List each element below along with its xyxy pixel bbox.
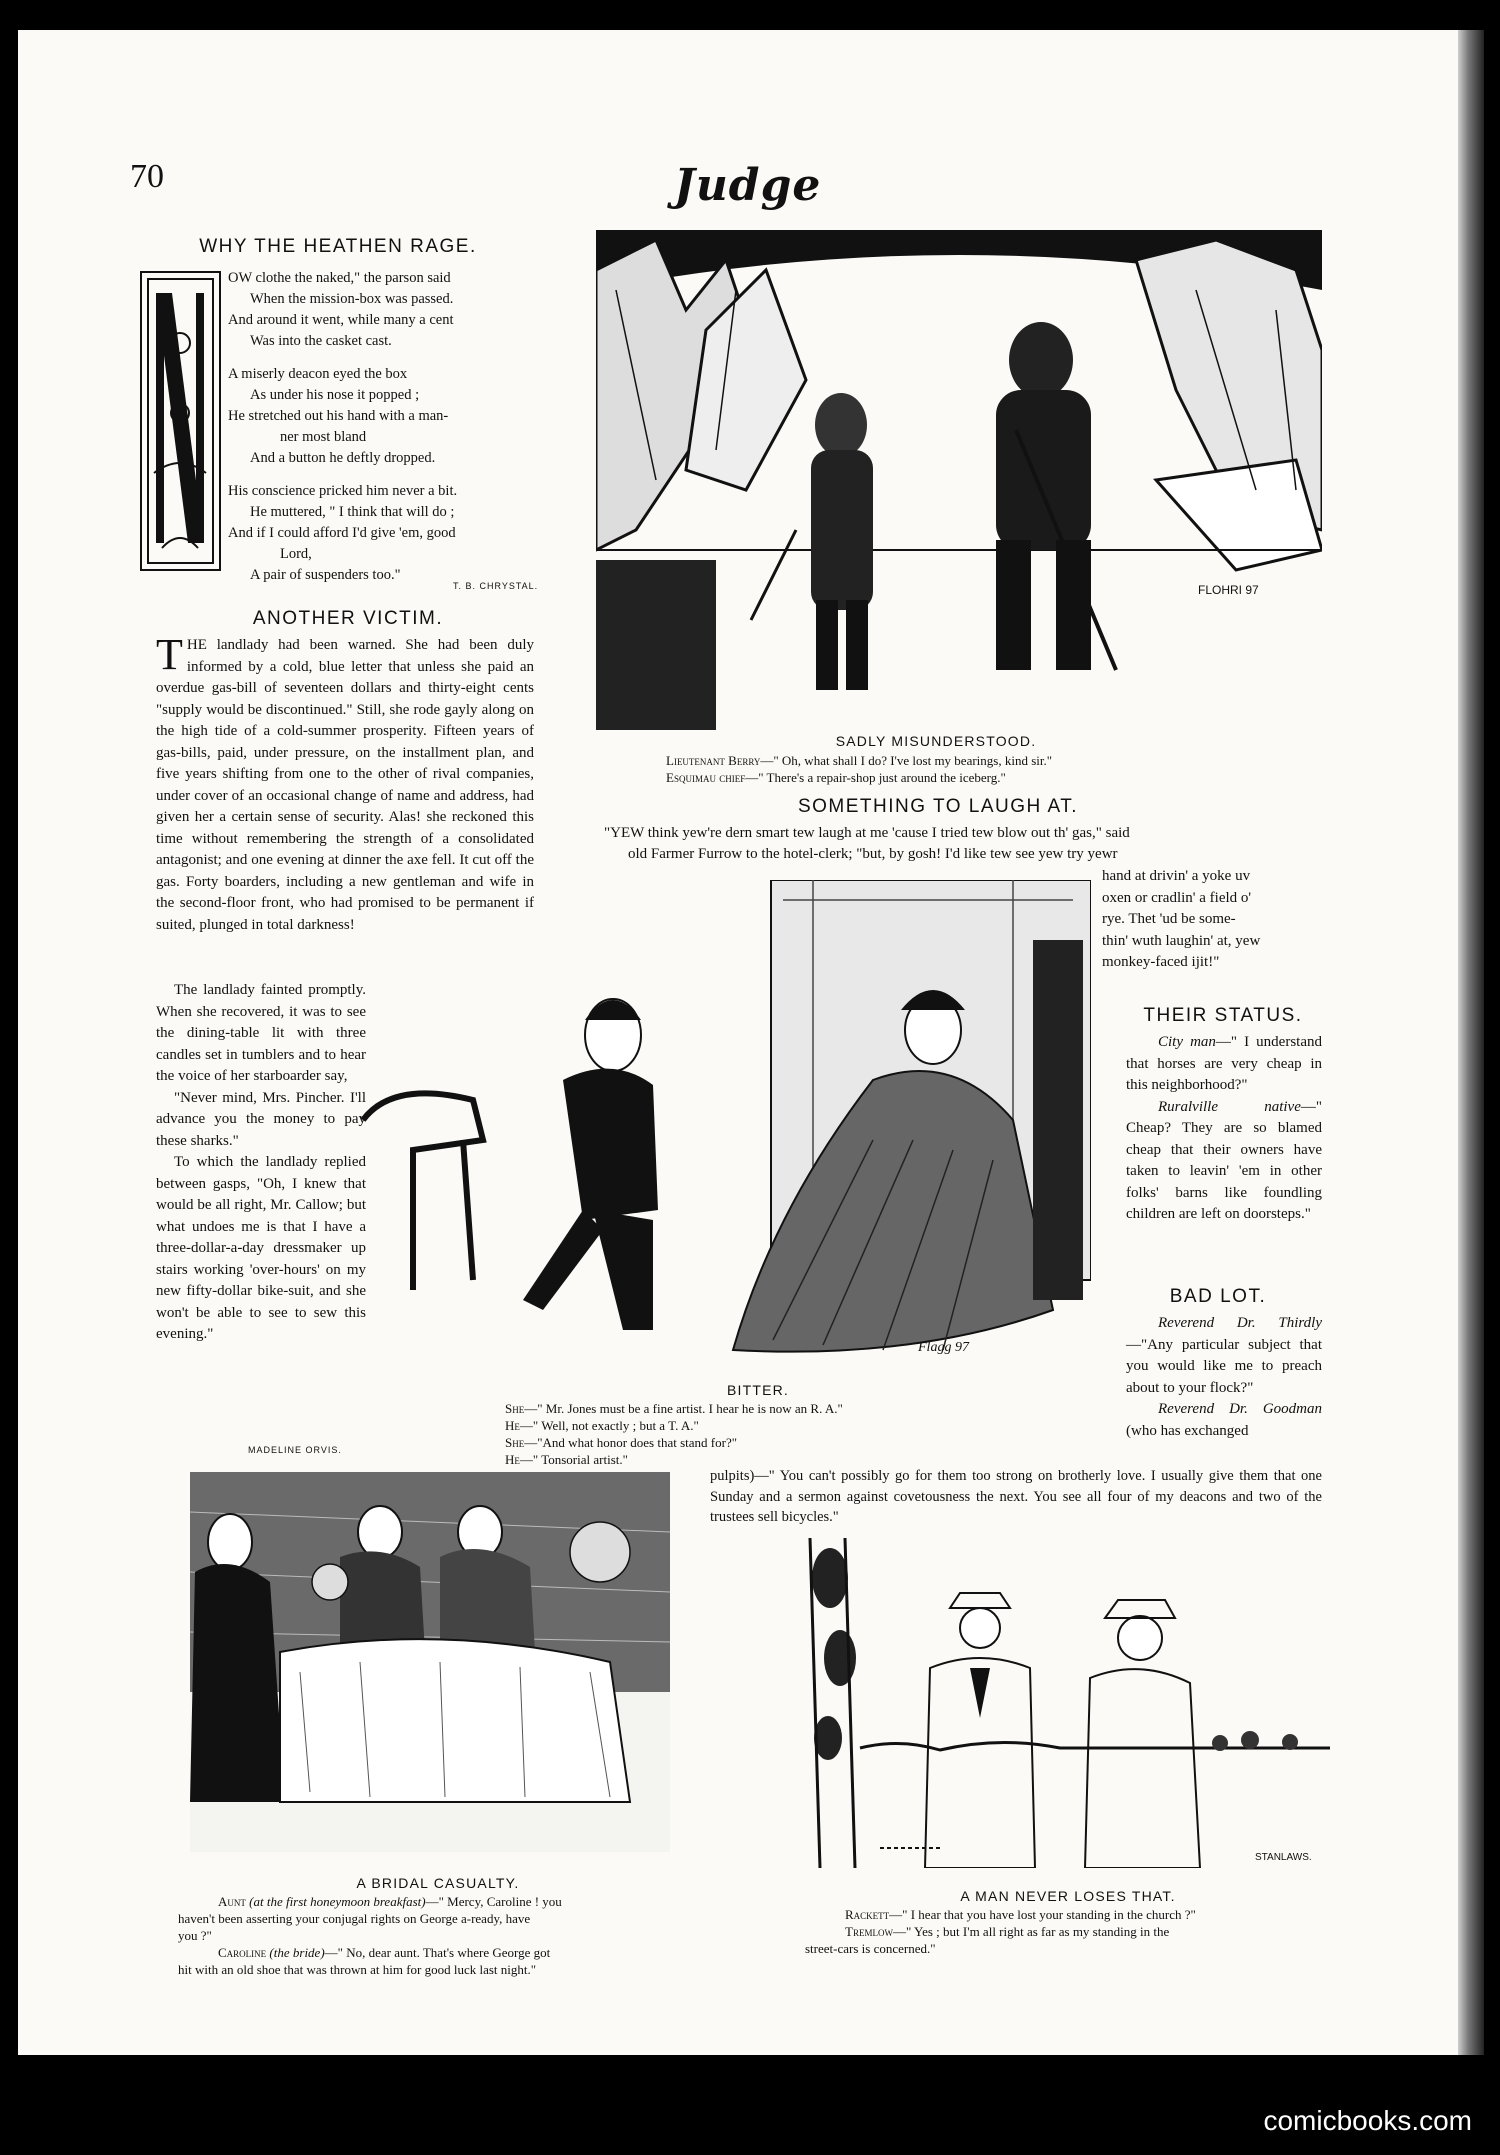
poem-line: Was into the casket cast. bbox=[250, 333, 392, 349]
poem-line: A miserly deacon eyed the box bbox=[228, 366, 408, 382]
badlot-continuation: pulpits)—" You can't possibly go for them too strong on brotherly love. I usually give them that one Sunday and a sermon against covetousness the next. You see all four of my deacons and two of the trustees sell bicycles." bbox=[710, 1468, 1322, 1525]
victim-paragraph-1: THE landlady had been warned. She had been duly informed by a cold, blue letter that unless she paid an overdue gas-bill of seventeen dollars and thirty-eight cents "supply would be discontinued." Still, she rode gayly along on the high tide of a cold-summer prosperity. Fifteen years of gas-bills, paid, under pressure, on the installment plan, and five years shifting from one to the other of rival companies, under cover of an occasional change of name and address, had given her a certain sense of security. Alas! she reckoned this time without remembering the strength of a consolidated antagonist; and one evening at dinner the axe fell. It cut off the gas. Forty boarders, including a new gentleman and wife in the second-floor front, who had promised to be permanent if suited, plunged in total darkness! bbox=[156, 630, 534, 933]
speaker: City man bbox=[1158, 1034, 1216, 1050]
victim-paragraph-3: "Never mind, Mrs. Pincher. I'll advance you the money to pay these sharks." bbox=[156, 1089, 366, 1149]
never-caption: Rackett—" I hear that you have lost your standing in the church ?" Tremlow—" Yes ; but I'm all right as far as my standing in the street-cars is concerned." bbox=[805, 1907, 1196, 1956]
poem-line: His conscience pricked him never a bit. bbox=[228, 483, 458, 499]
speaker: Reverend Dr. Goodman bbox=[1158, 1401, 1322, 1417]
bitter-artist-signature: Flagg 97 bbox=[918, 1340, 969, 1355]
speaker: Reverend Dr. Thirdly bbox=[1158, 1315, 1322, 1331]
victim-article-narrow bbox=[156, 980, 366, 1346]
status-article: City man—" I understand that horses are very cheap in this neighborhood?" Ruralville native—" Cheap? They are so blamed cheap that their owners have taken to leavin' 'em in other folks' barns like foundling children are left on doorsteps." bbox=[1126, 1034, 1322, 1222]
poem-line: Lord, bbox=[280, 546, 312, 562]
illustration-two-men bbox=[800, 1538, 1330, 1868]
magazine-page bbox=[18, 30, 1458, 2055]
illustration-parlor bbox=[353, 880, 1091, 1380]
heathen-title: WHY THE HEATHEN RAGE. bbox=[199, 236, 477, 257]
victim-paragraph-4: To which the landlady replied between gasps, "Oh, I knew that would be all right, Mr. Callow; but what undoes me is that I have a three-dollar-a-day dressmaker up stairs working 'over-hours' on my new fifty-dollar bike-suit, and she won't be able to see to sew this evening." bbox=[156, 1154, 366, 1342]
illustration-bridal-breakfast bbox=[190, 1472, 670, 1852]
magazine-logo: Judge bbox=[674, 160, 822, 211]
watermark: comicbooks.com bbox=[1263, 2105, 1472, 2136]
poem-line: OW clothe the naked," the parson said bbox=[228, 270, 451, 286]
bridal-title: A BRIDAL CASUALTY. bbox=[356, 1875, 520, 1891]
poem-line: And around it went, while many a cent bbox=[228, 312, 454, 328]
victim-dropcap: T bbox=[156, 630, 183, 679]
laugh-text bbox=[604, 823, 1314, 865]
poem-line: And a button he deftly dropped. bbox=[250, 450, 436, 466]
bitter-title: BITTER. bbox=[726, 1382, 790, 1398]
speaker: Ruralville native bbox=[1158, 1098, 1301, 1115]
poem-line: And if I could afford I'd give 'em, good bbox=[228, 525, 456, 541]
poem-line: As under his nose it popped ; bbox=[250, 387, 420, 403]
illustration-iceberg bbox=[596, 230, 1322, 730]
page-number: 70 bbox=[130, 158, 164, 195]
laugh-line: old Farmer Furrow to the hotel-clerk; "but, by gosh! I'd like tew see yew try yewr bbox=[628, 846, 1118, 862]
laugh-continuation: hand at drivin' a yoke uv oxen or cradlin' a field o' rye. Thet 'ud be some- thin' wuth laughin' at, yew monkey-faced ijit!" bbox=[1102, 868, 1261, 970]
victim-author: MADELINE ORVIS. bbox=[248, 1445, 342, 1455]
bridal-caption: Aunt (at the first honeymoon breakfast)—" Mercy, Caroline ! you haven't been asserting your conjugal rights on George a-ready, have you ?" Caroline (the bride)—" No, dear aunt. That's where George got hit with an old shoe that was thrown at him for good luck last night." bbox=[178, 1894, 562, 1977]
two-men-artist-signature: STANLAWS. bbox=[1255, 1852, 1312, 1863]
victim-title: ANOTHER VICTIM. bbox=[252, 608, 444, 629]
poem-line: ner most bland bbox=[280, 429, 367, 445]
status-title: THEIR STATUS. bbox=[1143, 1005, 1303, 1026]
poem-line: He muttered, " I think that will do ; bbox=[250, 504, 455, 520]
iceberg-artist-signature: FLOHRI 97 bbox=[1198, 583, 1259, 597]
heathen-author: T. B. CHRYSTAL. bbox=[453, 581, 539, 591]
ornamental-initial-n bbox=[140, 271, 221, 571]
victim-paragraph-2: The landlady fainted promptly. When she recovered, it was to see the dining-table lit with three candles set in tumblers and to hear the voice of her starboarder say, bbox=[156, 982, 366, 1084]
sadly-caption: Lieutenant Berry—" Oh, what shall I do? I've lost my bearings, kind sir." Esquimau chief—" There's a repair-shop just around the iceberg." bbox=[666, 753, 1053, 785]
heathen-poem bbox=[228, 268, 558, 586]
sadly-title: SADLY MISUNDERSTOOD. bbox=[835, 733, 1037, 749]
speaker: Esquimau chief bbox=[666, 770, 746, 785]
poem-line: When the mission-box was passed. bbox=[250, 291, 454, 307]
laugh-title: SOMETHING TO LAUGH AT. bbox=[797, 796, 1079, 817]
page-spine bbox=[1458, 30, 1484, 2055]
badlot-title: BAD LOT. bbox=[1169, 1286, 1267, 1307]
speaker: Lieutenant Berry bbox=[666, 753, 761, 768]
poem-line: A pair of suspenders too." bbox=[250, 567, 401, 583]
laugh-line: "YEW think yew're dern smart tew laugh at me 'cause I tried tew blow out th' gas," said bbox=[604, 825, 1130, 841]
never-title: A MAN NEVER LOSES THAT. bbox=[960, 1888, 1176, 1904]
poem-line: He stretched out his hand with a man- bbox=[228, 408, 449, 424]
badlot-article: Reverend Dr. Thirdly—"Any particular subject that you would like me to preach about to your flock?" Reverend Dr. Goodman (who has exchanged bbox=[1126, 1315, 1322, 1439]
bitter-caption: She—" Mr. Jones must be a fine artist. I hear he is now an R. A." He—" Well, not exactly ; but a T. A." She—"And what honor does that stand for?" He—" Tonsorial artist." bbox=[505, 1401, 843, 1467]
